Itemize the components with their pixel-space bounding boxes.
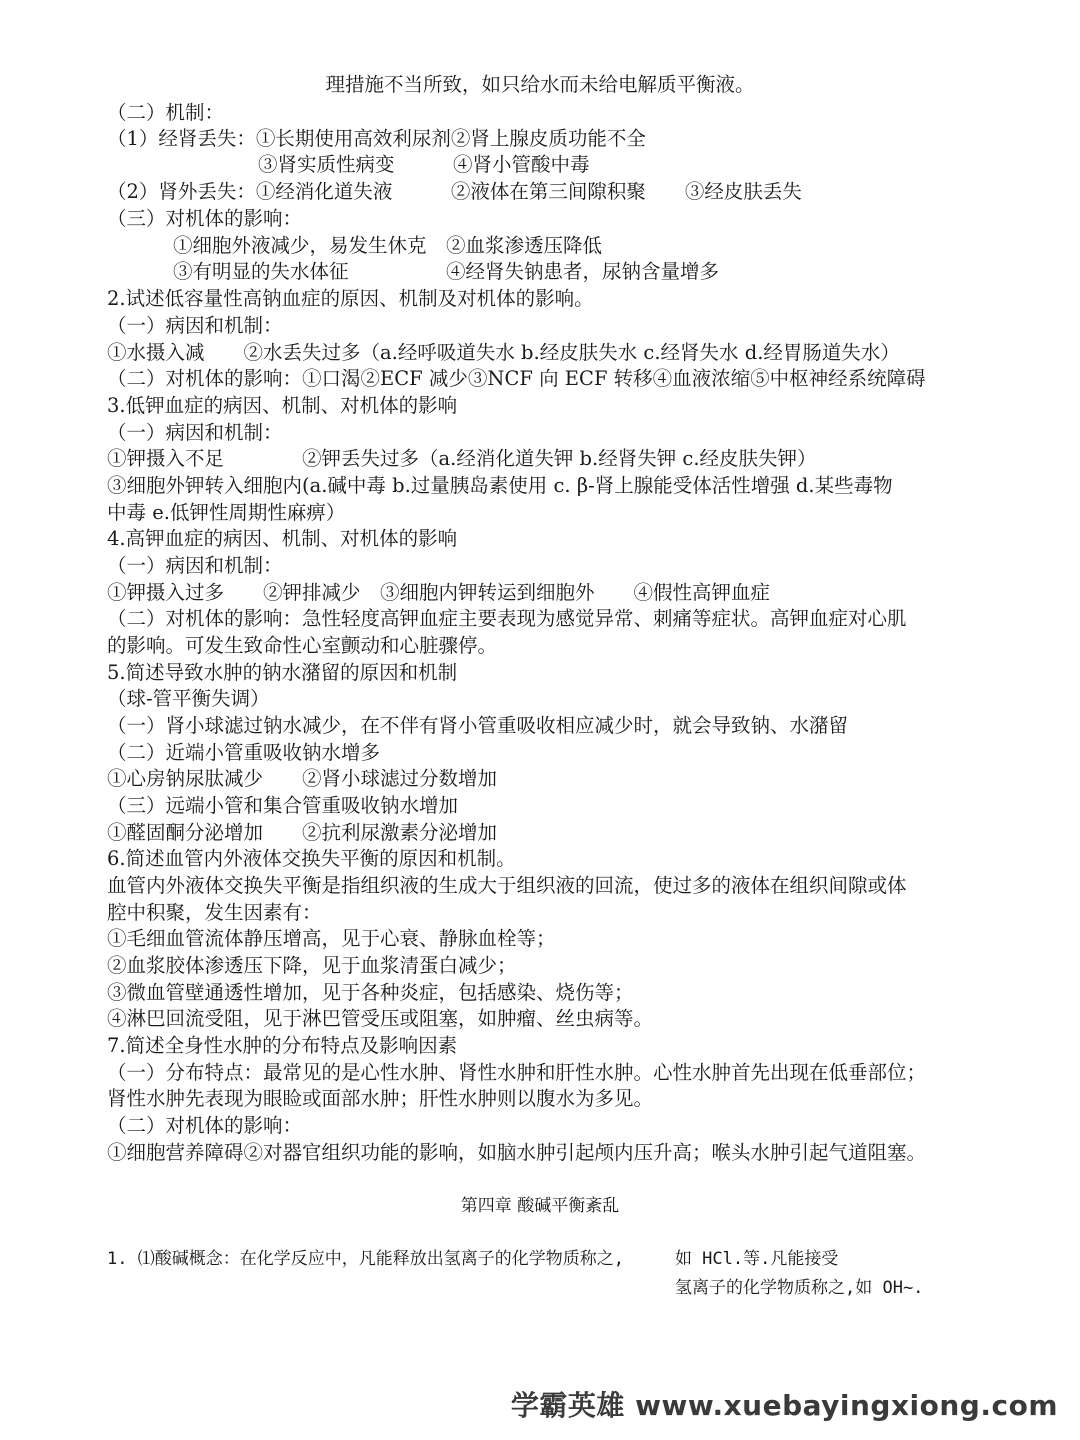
text-line: 肾性水肿先表现为眼睑或面部水肿；肝性水肿则以腹水为多见。: [107, 1087, 654, 1110]
text-line: ③细胞外钾转入细胞内(a.碱中毒 b.过量胰岛素使用 c. β-肾上腺能受体活性增强 d.某些毒物: [107, 474, 893, 497]
text-line: 6.简述血管内外液体交换失平衡的原因和机制。: [107, 847, 516, 870]
text-line: （一）病因和机制：: [107, 421, 283, 444]
text-line: ①钾摄入过多 ②钾排减少 ③细胞内钾转运到细胞外 ④假性高钾血症: [107, 581, 771, 604]
text-line: ③肾实质性病变 ④肾小管酸中毒: [258, 153, 590, 176]
text-line: ①细胞外液减少，易发生休克 ②血浆渗透压降低: [173, 234, 603, 257]
text-line: ①醛固酮分泌增加 ②抗利尿激素分泌增加: [107, 821, 498, 844]
text-line: 的影响。可发生致命性心室颤动和心脏骤停。: [107, 634, 498, 657]
text-line: （二）近端小管重吸收钠水增多: [107, 741, 381, 764]
text-line: （一）分布特点：最常见的是心性水肿、肾性水肿和肝性水肿。心性水肿首先出现在低垂部位；: [107, 1061, 927, 1084]
text-line: 腔中积聚，发生因素有：: [107, 901, 322, 924]
text-line: ①钾摄入不足 ②钾丢失过多（a.经消化道失钾 b.经肾失钾 c.经皮肤失钾）: [107, 447, 817, 470]
text-line: ①心房钠尿肽减少 ②肾小球滤过分数增加: [107, 767, 498, 790]
footer-watermark: 学霸英雄 www.xuebayingxiong.com: [510, 1389, 1058, 1422]
text-line: 3.低钾血症的病因、机制、对机体的影响: [107, 394, 458, 417]
text-line: 理措施不当所致，如只给水而未给电解质平衡液。: [325, 73, 755, 96]
text-line: 氢离子的化学物质称之,如 OH~.: [675, 1278, 924, 1298]
text-line: （二）对机体的影响：①口渴②ECF 减少③NCF 向 ECF 转移④血液浓缩⑤中枢神经系统障碍: [107, 367, 926, 390]
text-line: 5.简述导致水肿的钠水潴留的原因和机制: [107, 661, 458, 684]
text-line: （1）经肾丢失：①长期使用高效利尿剂②肾上腺皮质功能不全: [107, 127, 646, 150]
text-line: 1. ⑴酸碱概念：在化学反应中，凡能释放出氢离子的化学物质称之, 如 HCl.等.凡能接受: [107, 1249, 839, 1269]
text-line: ①毛细血管流体静压增高，见于心衰、静脉血栓等；: [107, 927, 556, 950]
text-line: （一）病因和机制：: [107, 314, 283, 337]
text-line: （一）肾小球滤过钠水减少，在不伴有肾小管重吸收相应减少时，就会导致钠、水潴留: [107, 714, 849, 737]
text-line: 中毒 e.低钾性周期性麻痹）: [107, 501, 346, 524]
text-line: （一）病因和机制：: [107, 554, 283, 577]
chapter-heading: 第四章 酸碱平衡紊乱: [460, 1196, 620, 1216]
text-line: ②血浆胶体渗透压下降，见于血浆清蛋白减少；: [107, 954, 517, 977]
text-line: 血管内外液体交换失平衡是指组织液的生成大于组织液的回流，使过多的液体在组织间隙或体: [107, 874, 907, 897]
text-line: （球-管平衡失调）: [107, 687, 270, 710]
text-line: （三）远端小管和集合管重吸收钠水增加: [107, 794, 459, 817]
text-line: （三）对机体的影响：: [107, 207, 303, 230]
text-line: ①水摄入减 ②水丢失过多（a.经呼吸道失水 b.经皮肤失水 c.经肾失水 d.经胃肠道失水）: [107, 341, 900, 364]
text-line: 7.简述全身性水肿的分布特点及影响因素: [107, 1034, 458, 1057]
text-line: ④淋巴回流受阻，见于淋巴管受压或阻塞，如肿瘤、丝虫病等。: [107, 1007, 654, 1030]
text-line: 4.高钾血症的病因、机制、对机体的影响: [107, 527, 458, 550]
text-line: （二）对机体的影响：: [107, 1114, 303, 1137]
text-line: ③有明显的失水体征 ④经肾失钠患者，尿钠含量增多: [173, 260, 720, 283]
text-line: ③微血管壁通透性增加，见于各种炎症，包括感染、烧伤等；: [107, 981, 634, 1004]
text-line: ①细胞营养障碍②对器官组织功能的影响，如脑水肿引起颅内压升高；喉头水肿引起气道阻塞。: [107, 1141, 927, 1164]
text-line: （2）肾外丢失：①经消化道失液 ②液体在第三间隙积聚 ③经皮肤丢失: [107, 180, 802, 203]
text-line: 2.试述低容量性高钠血症的原因、机制及对机体的影响。: [107, 287, 594, 310]
text-line: （二）对机体的影响：急性轻度高钾血症主要表现为感觉异常、刺痛等症状。高钾血症对心肌: [107, 607, 907, 630]
text-line: （二）机制：: [107, 101, 225, 124]
